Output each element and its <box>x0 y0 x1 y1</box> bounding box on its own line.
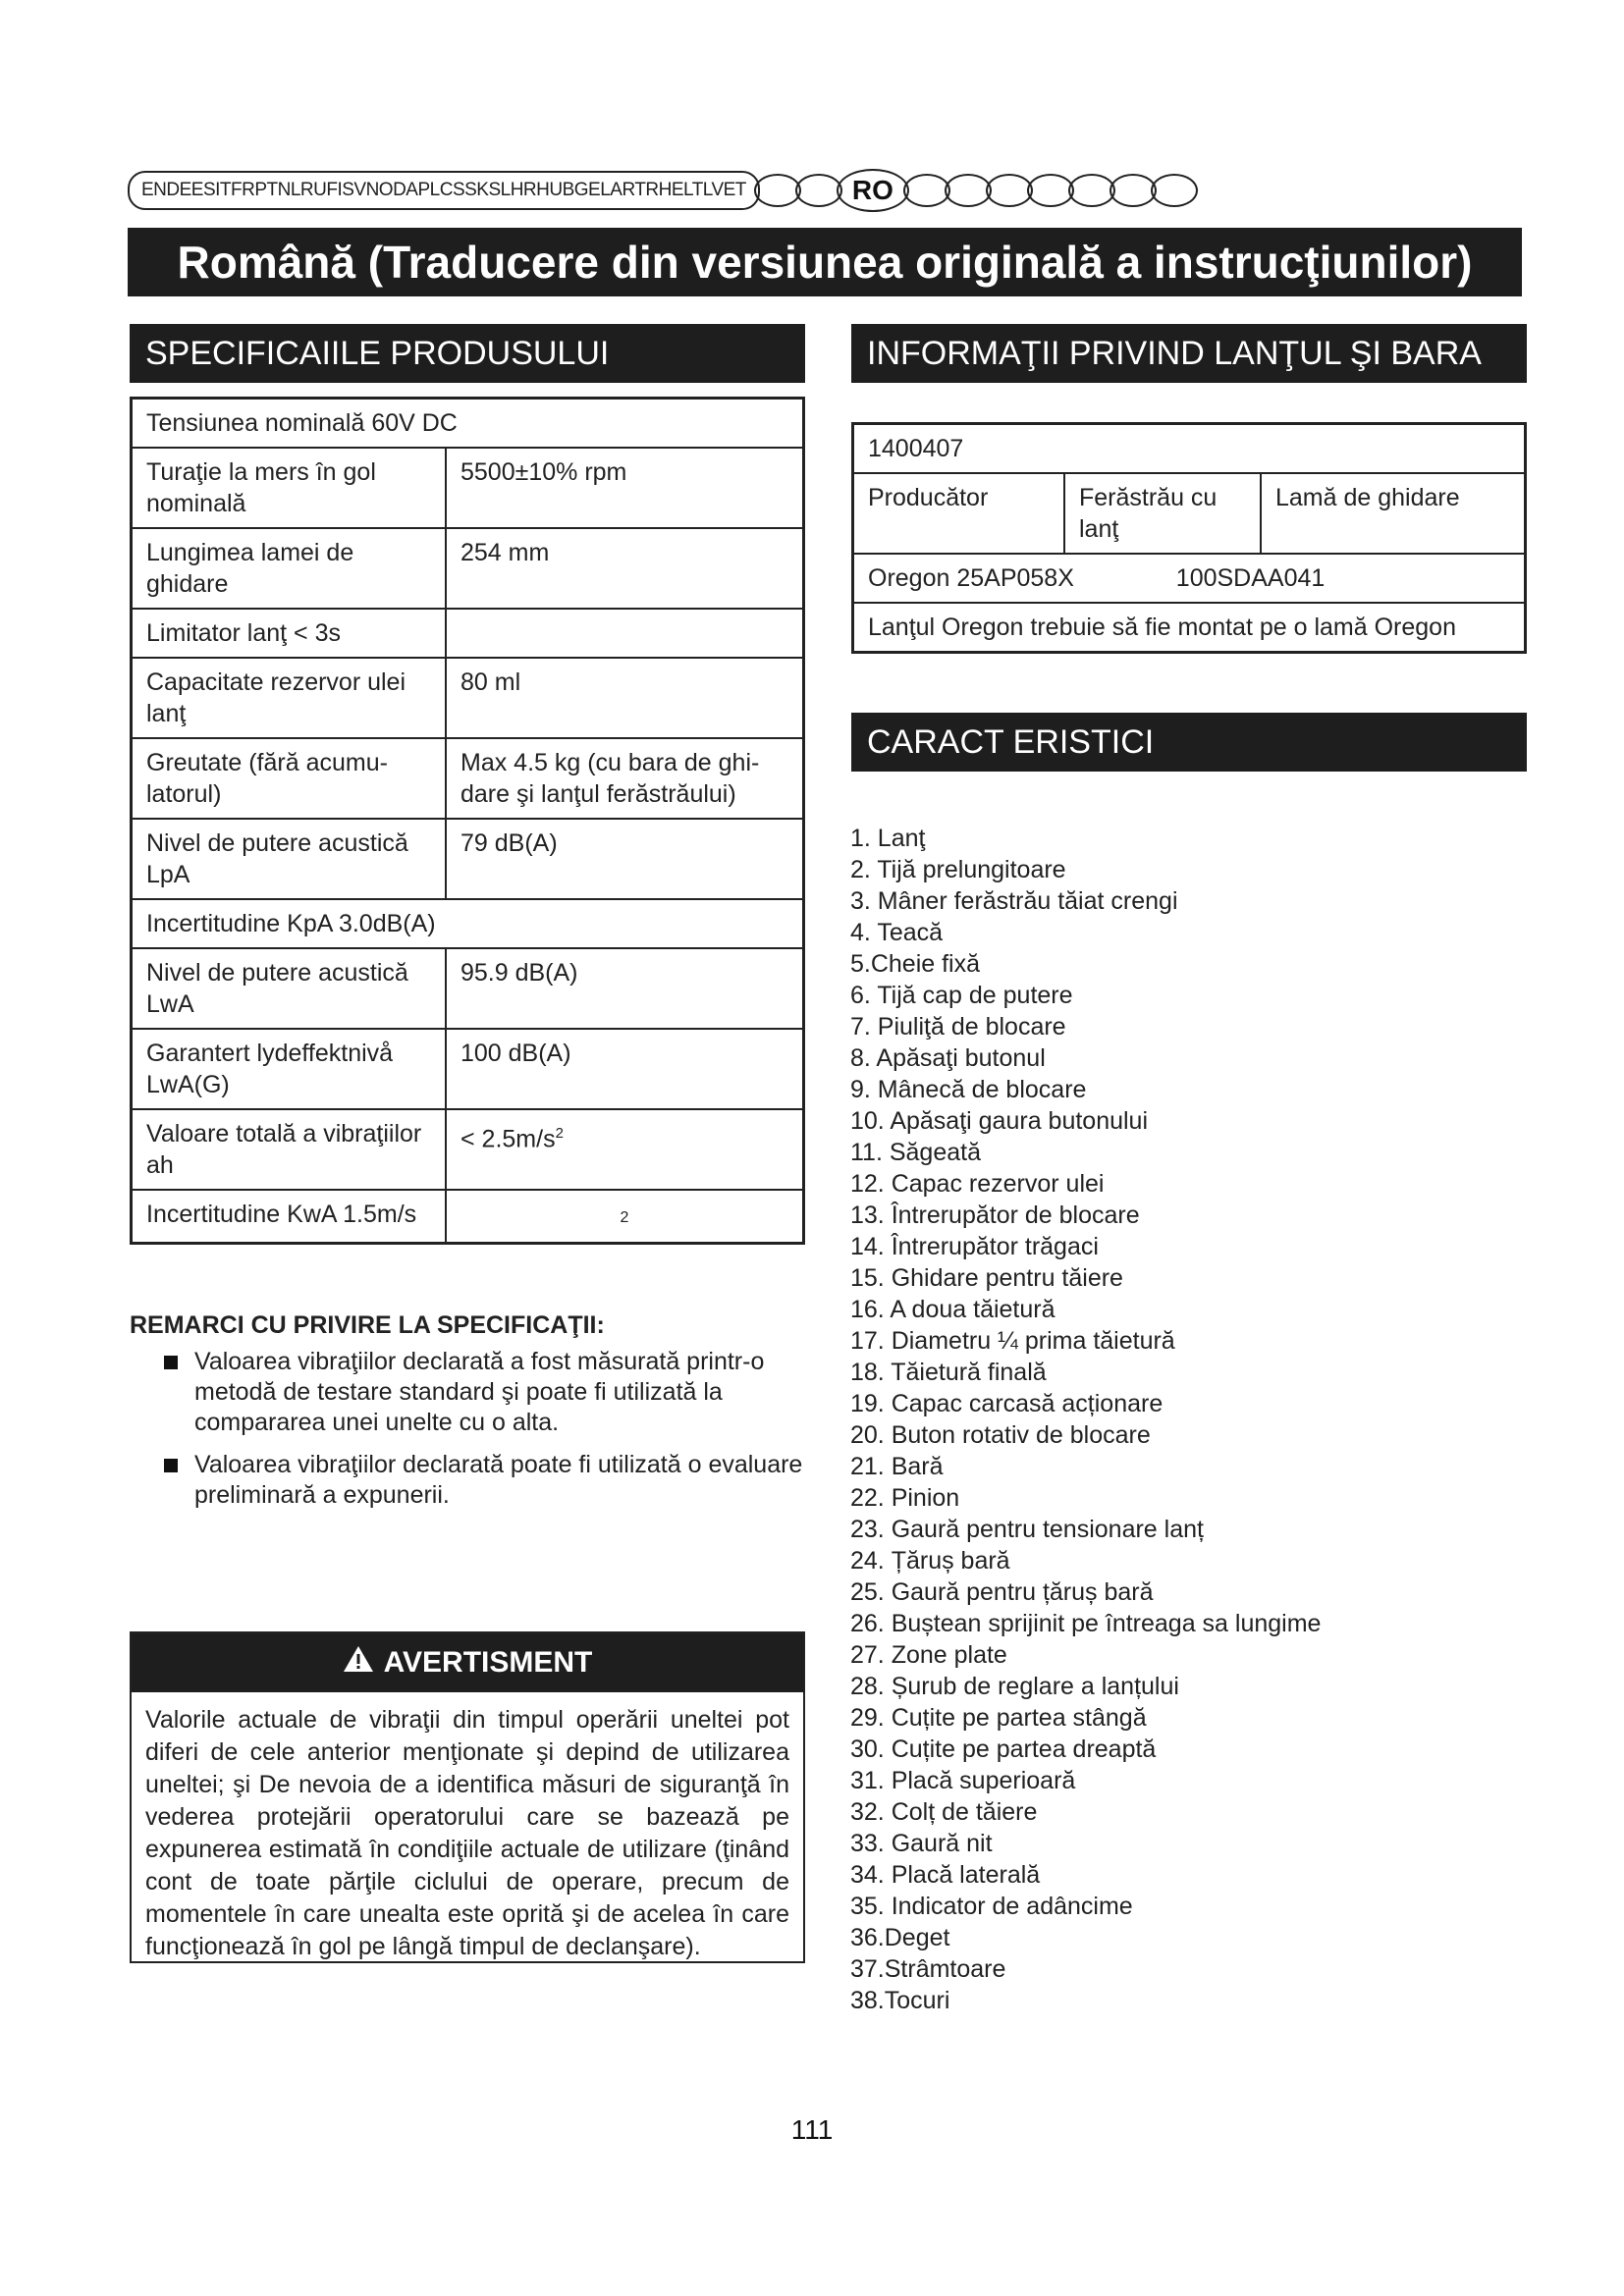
feature-item: 26. Buștean sprijinit pe întreaga sa lungime <box>850 1610 1322 1637</box>
table-row <box>132 948 804 1029</box>
spec-value: 254 mm <box>446 528 804 609</box>
chain-info-header: INFORMAŢII PRIVIND LANŢUL ŞI BARA <box>851 324 1527 383</box>
table-row <box>132 738 804 819</box>
language-circle <box>986 174 1033 207</box>
feature-item: 8. Apăsaţi butonul <box>850 1044 1046 1072</box>
chain-note: Lanţul Oregon trebuie să fie montat pe o lamă Oregon <box>853 603 1526 653</box>
feature-item: 7. Piuliţă de blocare <box>850 1013 1066 1041</box>
spec-value: 79 dB(A) <box>446 819 804 899</box>
language-circle <box>754 174 801 207</box>
warning-title: AVERTISMENT <box>383 1646 593 1679</box>
table-row <box>132 528 804 609</box>
language-circle <box>1110 174 1157 207</box>
table-row <box>132 658 804 738</box>
feature-item: 24. Țăruș bară <box>850 1547 1010 1575</box>
chain-table <box>851 422 1527 654</box>
table-row <box>132 1190 804 1244</box>
table-row <box>853 603 1526 653</box>
warning-box <box>130 1631 805 1963</box>
list-item <box>130 1347 817 1438</box>
feature-item: 10. Apăsaţi gaura butonului <box>850 1107 1149 1135</box>
spec-value-superscript: 2 <box>555 1125 564 1142</box>
feature-item: 13. Întrerupător de blocare <box>850 1201 1140 1229</box>
remarks-title: REMARCI CU PRIVIRE LA SPECIFICAŢII: <box>130 1311 605 1339</box>
bar-model: 100SDAA041 <box>1175 564 1326 592</box>
warning-header <box>132 1633 803 1692</box>
feature-item: 5.Cheie fixă <box>850 950 981 978</box>
warning-triangle-icon <box>343 1645 374 1681</box>
table-row <box>132 1029 804 1109</box>
table-row <box>132 399 804 449</box>
spec-value: Max 4.5 kg (cu bara de ghi-dare şi lanţul ferăstrăului) <box>446 738 804 819</box>
feature-item: 36.Deget <box>850 1924 950 1951</box>
remark-text: Valoarea vibraţiilor declarată poate fi utilizată o evaluare preliminară a expunerii. <box>194 1451 803 1509</box>
page-title: Română (Traducere din versiunea originală a instrucţiunilor) <box>128 228 1522 296</box>
spec-value <box>446 1109 804 1190</box>
feature-item: 33. Gaură nit <box>850 1830 993 1857</box>
spec-value <box>446 1190 804 1244</box>
spec-label: Tensiunea nominală 60V DC <box>132 399 804 449</box>
language-circle <box>1027 174 1074 207</box>
table-row <box>132 1109 804 1190</box>
feature-item: 34. Placă laterală <box>850 1861 1041 1889</box>
table-row <box>853 554 1526 603</box>
feature-item: 14. Întrerupător trăgaci <box>850 1233 1099 1260</box>
feature-item: 25. Gaură pentru țăruș bară <box>850 1578 1154 1606</box>
spec-label: Garantert lydeffektnivå LwA(G) <box>132 1029 447 1109</box>
spec-label: Valoare totală a vibraţiilor ah <box>132 1109 447 1190</box>
spec-label: Greutate (fără acumu-latorul) <box>132 738 447 819</box>
spec-label: Incertitudine KwA 1.5m/s <box>132 1190 447 1244</box>
table-row <box>132 448 804 528</box>
feature-item: 16. A doua tăietură <box>850 1296 1056 1323</box>
chain-model: Oregon 25AP058X <box>868 564 1074 592</box>
spec-label: Limitator lanţ < 3s <box>132 609 447 658</box>
feature-item: 35. Indicator de adâncime <box>850 1893 1133 1920</box>
spec-label: Turaţie la mers în gol nominală <box>132 448 447 528</box>
spec-label: Nivel de putere acustică LpA <box>132 819 447 899</box>
feature-item: 9. Mânecă de blocare <box>850 1076 1087 1103</box>
feature-item: 18. Tăietură finală <box>850 1359 1047 1386</box>
page-number: 111 <box>790 2114 834 2145</box>
feature-item: 31. Placă superioară <box>850 1767 1076 1794</box>
column-header: Producător <box>853 473 1065 554</box>
features-header: CARACT ERISTICI <box>851 713 1527 772</box>
warning-text: Valorile actuale de vibraţii din timpul operării uneltei pot diferi de cele anterior menţionate şi depind de utilizarea uneltei; şi De nevoia de a identifica măsuri de siguranţă în vederea protejării operatorului care se bazează pe expunerea estimată în condiţiile actuale de utilizare (ţinând cont de toate părţile ciclului de operare, precum de momentele în care unealta este oprită şi de acelea în care funcţionează în gol pe lângă timpul de declanşare). <box>145 1706 789 1960</box>
spec-label: Capacitate rezervor ulei lanţ <box>132 658 447 738</box>
language-codes: ENDEESITFRPTNLRUFISVNODAPLCSSKSLHRHUBGELARTRHELTLVET <box>128 171 760 210</box>
feature-item: 20. Buton rotativ de blocare <box>850 1421 1151 1449</box>
feature-item: 4. Teacă <box>850 919 944 946</box>
chain-models-cell <box>853 554 1526 603</box>
feature-item: 30. Cuțite pe partea dreaptă <box>850 1735 1157 1763</box>
feature-item: 23. Gaură pentru tensionare lanț <box>850 1516 1204 1543</box>
feature-item: 37.Strâmtoare <box>850 1955 1006 1983</box>
language-circle <box>795 174 842 207</box>
feature-item: 21. Bară <box>850 1453 944 1480</box>
column-header: Lamă de ghidare <box>1261 473 1526 554</box>
spec-value: 80 ml <box>446 658 804 738</box>
remark-text: Valoarea vibraţiilor declarată a fost măsurată printr-o metodă de testare standard şi poate fi utilizată la compararea unei unelte cu o alta. <box>194 1348 765 1436</box>
column-header: Ferăstrău cu lanţ <box>1064 473 1261 554</box>
feature-item: 17. Diametru ¼ prima tăietură <box>850 1327 1175 1355</box>
language-circle <box>903 174 950 207</box>
feature-item: 1. Lanţ <box>850 825 926 852</box>
remarks-list <box>130 1347 817 1522</box>
feature-item: 22. Pinion <box>850 1484 960 1512</box>
language-circle <box>945 174 992 207</box>
feature-item: 15. Ghidare pentru tăiere <box>850 1264 1123 1292</box>
spec-value: 95.9 dB(A) <box>446 948 804 1029</box>
feature-item: 19. Capac carcasă acționare <box>850 1390 1164 1417</box>
spec-value-text: < 2.5m/s <box>460 1125 556 1153</box>
feature-item: 32. Colț de tăiere <box>850 1798 1038 1826</box>
spec-value <box>446 609 804 658</box>
feature-item: 11. Săgeată <box>850 1139 981 1166</box>
spec-value: 100 dB(A) <box>446 1029 804 1109</box>
chain-code: 1400407 <box>853 424 1526 474</box>
feature-item: 38.Tocuri <box>850 1987 950 2014</box>
feature-item: 12. Capac rezervor ulei <box>850 1170 1105 1198</box>
table-row <box>853 424 1526 474</box>
bullet-square-icon <box>164 1356 178 1369</box>
table-row <box>853 473 1526 554</box>
spec-value: 5500±10% rpm <box>446 448 804 528</box>
feature-item: 27. Zone plate <box>850 1641 1007 1669</box>
feature-item: 6. Tijă cap de putere <box>850 982 1073 1009</box>
feature-item: 3. Mâner ferăstrău tăiat crengi <box>850 887 1178 915</box>
feature-item: 28. Șurub de reglare a lanțului <box>850 1673 1179 1700</box>
specs-header: SPECIFICAIILE PRODUSULUI <box>130 324 805 383</box>
language-bar <box>128 169 1522 212</box>
table-row <box>132 609 804 658</box>
spec-value-superscript: 2 <box>620 1209 629 1226</box>
feature-item: 29. Cuțite pe partea stângă <box>850 1704 1147 1732</box>
feature-item: 2. Tijă prelungitoare <box>850 856 1066 883</box>
bullet-square-icon <box>164 1459 178 1472</box>
features-list <box>850 823 1321 2016</box>
spec-label: Nivel de putere acustică LwA <box>132 948 447 1029</box>
specs-table <box>130 397 805 1245</box>
active-language-badge: RO <box>837 169 909 212</box>
spec-label: Incertitudine KpA 3.0dB(A) <box>132 899 804 948</box>
language-circle <box>1151 174 1198 207</box>
spec-label: Lungimea lamei de ghidare <box>132 528 447 609</box>
table-row <box>132 899 804 948</box>
language-circle <box>1068 174 1115 207</box>
table-row <box>132 819 804 899</box>
list-item <box>130 1450 817 1511</box>
